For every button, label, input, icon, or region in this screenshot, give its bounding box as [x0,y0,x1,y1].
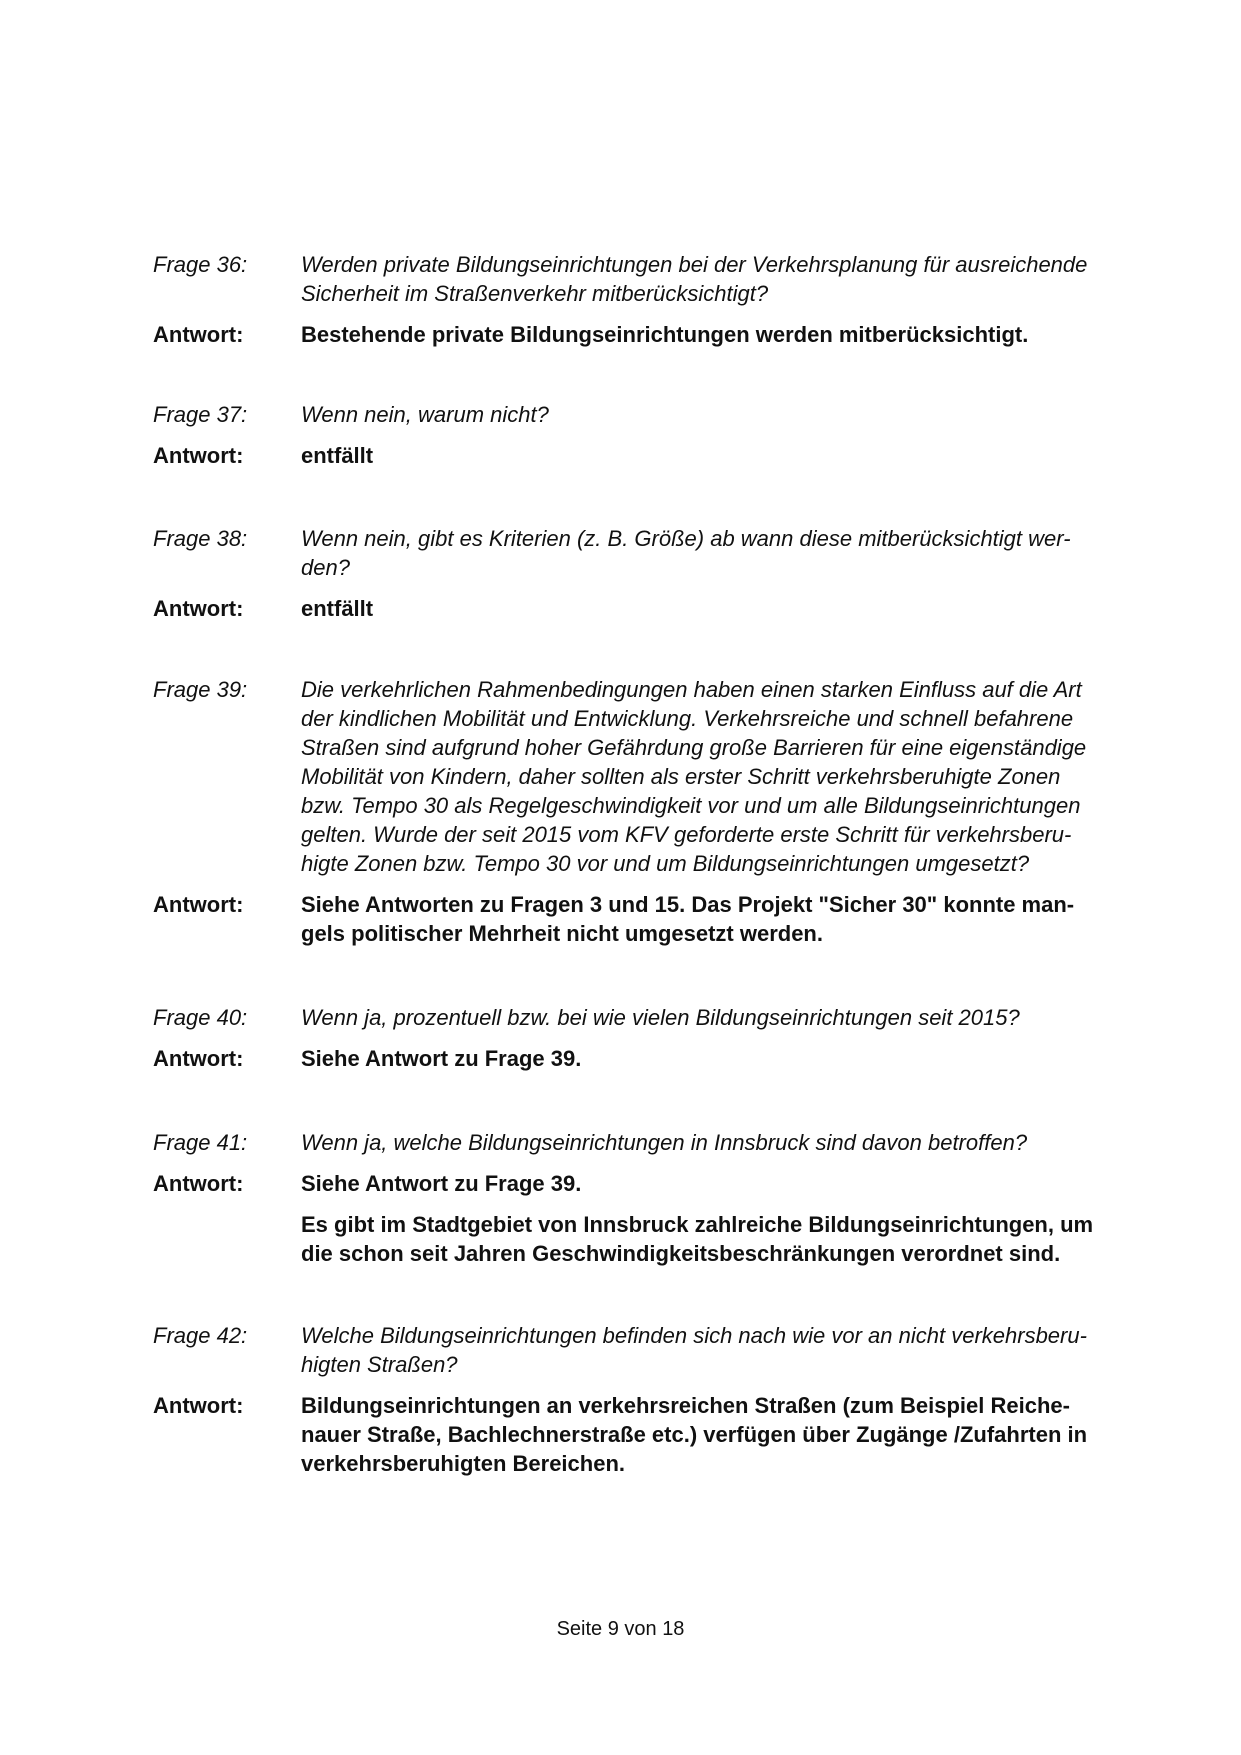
question-row [153,400,1143,429]
qa-block [153,675,1143,948]
answer-paragraph [301,441,1143,470]
answer-paragraph [301,890,1143,948]
question-row [153,1128,1143,1157]
answer-text [301,594,1143,623]
question-text [301,1128,1143,1157]
answer-line: entfällt [301,443,374,468]
question-line: Wenn nein, gibt es Kriterien (z. B. Größe) ab wann diese mitberücksichtigt wer- [301,526,1071,551]
qa-block [153,250,1143,349]
answer-paragraph [301,594,1143,623]
question-line: der kindlichen Mobilität und Entwicklung. Verkehrsreiche und schnell befahrene [301,706,1074,731]
question-label: Frage 41: [153,1130,248,1155]
answer-paragraph [301,320,1143,349]
answer-row [153,441,1143,470]
answer-text [301,1169,1143,1268]
answer-label: Antwort: [153,892,244,917]
question-line: Wenn ja, welche Bildungseinrichtungen in Innsbruck sind davon betroffen? [301,1130,1028,1155]
answer-line: Siehe Antwort zu Frage 39. [301,1171,582,1196]
question-line: higten Straßen? [301,1352,458,1377]
question-line: den? [301,555,350,580]
question-label: Frage 40: [153,1005,248,1030]
qa-block [153,400,1143,470]
question-row [153,524,1143,582]
question-row [153,250,1143,308]
answer-label: Antwort: [153,322,244,347]
question-row [153,1321,1143,1379]
question-line: bzw. Tempo 30 als Regelgeschwindigkeit vor und um alle Bildungseinrichtungen [301,793,1081,818]
answer-text [301,1391,1143,1478]
question-line: Wenn nein, warum nicht? [301,402,549,427]
answer-line: Bestehende private Bildungseinrichtungen werden mitberücksichtigt. [301,322,1029,347]
qa-block [153,1321,1143,1478]
answer-paragraph [301,1391,1143,1478]
answer-paragraph [301,1169,1143,1198]
question-text [301,1003,1143,1032]
question-line: Straßen sind aufgrund hoher Gefährdung große Barrieren für eine eigenständige [301,735,1087,760]
question-line: Mobilität von Kindern, daher sollten als erster Schritt verkehrsberuhigte Zonen [301,764,1061,789]
question-label: Frage 37: [153,402,248,427]
question-label: Frage 36: [153,252,248,277]
answer-row [153,1044,1143,1073]
question-label: Frage 42: [153,1323,248,1348]
question-label: Frage 39: [153,677,248,702]
answer-line: Siehe Antworten zu Fragen 3 und 15. Das Projekt "Sicher 30" konnte man- [301,892,1075,917]
answer-text [301,320,1143,349]
answer-row [153,1169,1143,1268]
answer-label: Antwort: [153,443,244,468]
question-row [153,675,1143,878]
question-text [301,524,1143,582]
answer-line: gels politischer Mehrheit nicht umgesetzt werden. [301,921,823,946]
question-line: Sicherheit im Straßenverkehr mitberücksichtigt? [301,281,769,306]
page-footer: Seite 9 von 18 [556,1618,685,1640]
question-line: higte Zonen bzw. Tempo 30 vor und um Bildungseinrichtungen umgesetzt? [301,851,1030,876]
question-line: Welche Bildungseinrichtungen befinden sich nach wie vor an nicht verkehrsberu- [301,1323,1087,1348]
qa-block [153,524,1143,623]
answer-text [301,1044,1143,1073]
qa-block [153,1128,1143,1268]
answer-label: Antwort: [153,1171,244,1196]
answer-line: die schon seit Jahren Geschwindigkeitsbeschränkungen verordnet sind. [301,1241,1061,1266]
answer-line: nauer Straße, Bachlechnerstraße etc.) verfügen über Zugänge /Zufahrten in [301,1422,1088,1447]
answer-paragraph [301,1210,1143,1268]
question-line: Wenn ja, prozentuell bzw. bei wie vielen Bildungseinrichtungen seit 2015? [301,1005,1020,1030]
question-text [301,1321,1143,1379]
answer-row [153,890,1143,948]
answer-row [153,1391,1143,1478]
question-line: Werden private Bildungseinrichtungen bei der Verkehrsplanung für ausreichende [301,252,1088,277]
answer-paragraph [301,1044,1143,1073]
answer-line: entfällt [301,596,374,621]
answer-text [301,441,1143,470]
answer-line: verkehrsberuhigten Bereichen. [301,1451,626,1476]
answer-label: Antwort: [153,1046,244,1071]
qa-block [153,1003,1143,1073]
answer-text [301,890,1143,948]
answer-label: Antwort: [153,1393,244,1418]
answer-label: Antwort: [153,596,244,621]
question-text [301,250,1143,308]
question-text [301,675,1143,878]
answer-line: Bildungseinrichtungen an verkehrsreichen Straßen (zum Beispiel Reiche- [301,1393,1070,1418]
question-line: Die verkehrlichen Rahmenbedingungen haben einen starken Einfluss auf die Art [301,677,1082,702]
answer-line: Es gibt im Stadtgebiet von Innsbruck zahlreiche Bildungseinrichtungen, um [301,1212,1094,1237]
question-text [301,400,1143,429]
answer-row [153,320,1143,349]
question-line: gelten. Wurde der seit 2015 vom KFV geforderte erste Schritt für verkehrsberu- [301,822,1072,847]
question-row [153,1003,1143,1032]
answer-row [153,594,1143,623]
question-label: Frage 38: [153,526,248,551]
answer-line: Siehe Antwort zu Frage 39. [301,1046,582,1071]
